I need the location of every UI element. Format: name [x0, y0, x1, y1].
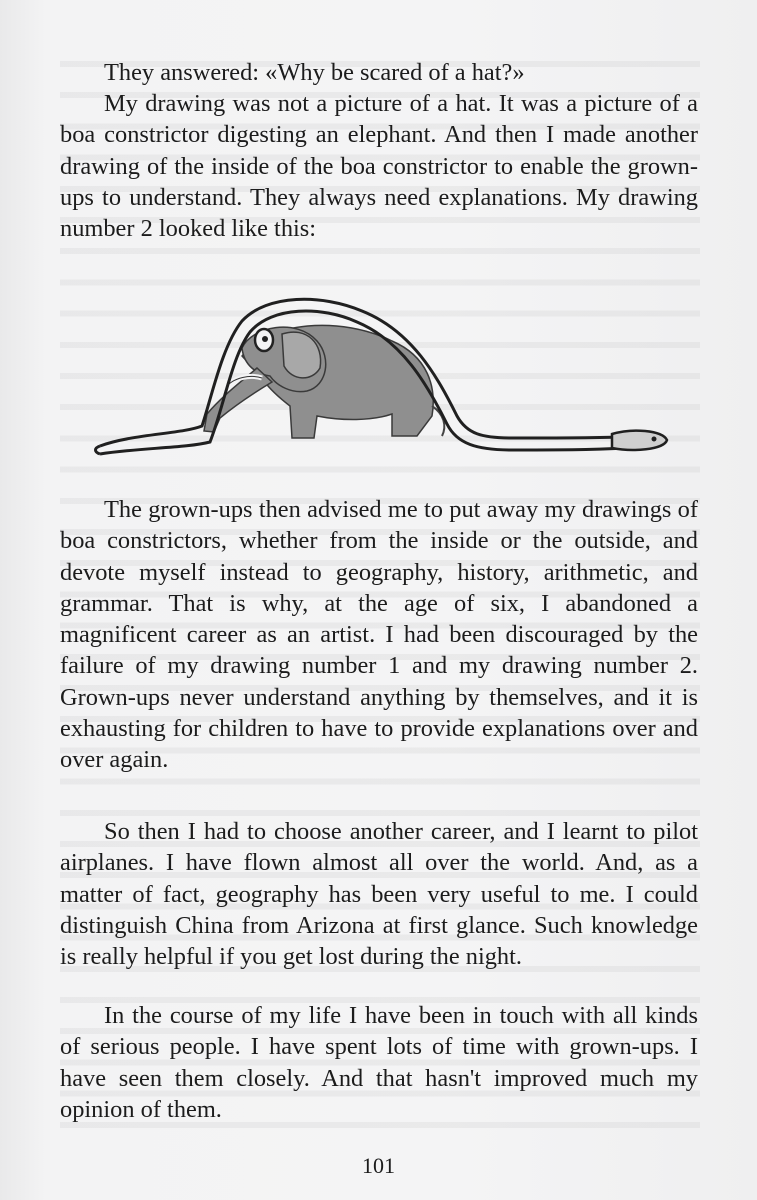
boa-elephant-drawing-icon: [92, 286, 672, 466]
boa-drawing-illustration: [92, 286, 672, 466]
paragraph-3: The grown-ups then advised me to put away my drawings of boa constrictors, whether from the inside or the outside, and devote myself instead to geography, history, arithmetic, and grammar. That is why, at the age of six, I abandoned a magnificent career as an artist. I had been discouraged by the failure of my drawing number 1 and my drawing number 2. Grown-ups never understand anything by themselves, and it is exhausting for children to have to provide explanations over and over again.: [60, 496, 698, 774]
page-number: 101: [362, 1153, 395, 1178]
paragraph-5: In the course of my life I have been in touch with all kinds of serious people. I have spent lots of time with grown-ups. I have seen them closely. And that hasn't improved much my opinion of them.: [60, 1002, 698, 1123]
paragraph-4: So then I had to choose another career, and I learnt to pilot airplanes. I have flown almost all over the world. And, as a matter of fact, geography has been very useful to me. I could distinguish China from Arizona at first glance. Such knowledge is really helpful if you get lost during the night.: [60, 818, 698, 971]
paragraph-2: My drawing was not a picture of a hat. It was a picture of a boa constrictor digesting an elephant. And then I made another drawing of the inside of the boa constrictor to enable the grown-ups to understand. They always need explanations. My drawing number 2 looked like this:: [60, 90, 698, 243]
paragraph-1: They answered: «Why be scared of a hat?»: [104, 59, 525, 86]
